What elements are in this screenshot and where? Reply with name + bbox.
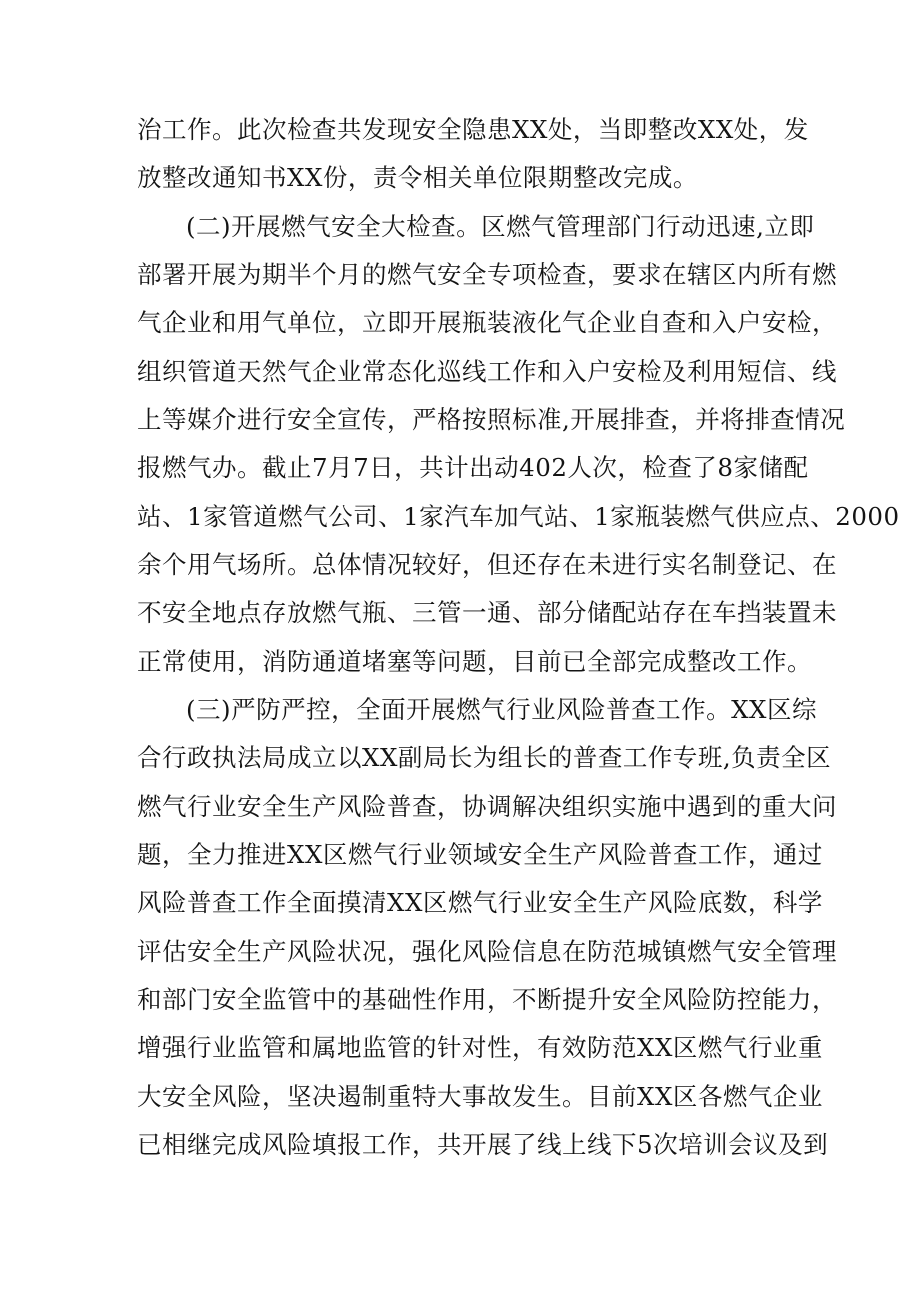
text-line: 余个用气场所。总体情况较好，但还存在未进行实名制登记、在 [137,550,837,579]
text-line: 气企业和用气单位，立即开展瓶装液化气企业自查和入户安检， [137,308,837,337]
text-line: 题，全力推进XX区燃气行业领域安全生产风险普查工作，通过 [137,840,823,869]
text-line: 报燃气办。截止7月7日，共计出动402人次，检查了8家储配 [137,453,809,482]
text-line: 正常使用，消防通道堵塞等问题，目前已全部完成整改工作。 [137,647,812,676]
text-line: 组织管道天然气企业常态化巡线工作和入户安检及利用短信、线 [137,357,837,386]
text-line: 放整改通知书XX份，责令相关单位限期整改完成。 [137,163,698,192]
text-line: 站、1家管道燃气公司、1家汽车加气站、1家瓶装燃气供应点、2000 [137,502,900,531]
text-line: 治工作。此次检查共发现安全隐患XX处，当即整改XX处，发 [137,115,809,144]
text-line: 已相继完成风险填报工作，共开展了线上线下5次培训会议及到 [137,1130,829,1159]
paragraph-heading-line: (二)开展燃气安全大检查。区燃气管理部门行动迅速,立即 [186,212,815,241]
text-line: 部署开展为期半个月的燃气安全专项检查，要求在辖区内所有燃 [137,260,837,289]
text-line: 和部门安全监管中的基础性作用，不断提升安全风险防控能力， [137,985,837,1014]
text-line: 合行政执法局成立以XX副局长为组长的普查工作专班,负责全区 [137,743,832,772]
paragraph-heading-line: (三)严防严控，全面开展燃气行业风险普查工作。XX区综 [186,695,817,724]
text-line: 增强行业监管和属地监管的针对性，有效防范XX区燃气行业重 [137,1033,823,1062]
text-line: 燃气行业安全生产风险普查，协调解决组织实施中遇到的重大问 [137,792,837,821]
text-line: 不安全地点存放燃气瓶、三管一通、部分储配站存在车挡装置未 [137,598,837,627]
text-line: 上等媒介进行安全宣传，严格按照标准,开展排查，并将排查情况 [137,405,846,434]
text-line: 风险普查工作全面摸清XX区燃气行业安全生产风险底数，科学 [137,888,823,917]
text-line: 评估安全生产风险状况，强化风险信息在防范城镇燃气安全管理 [137,937,837,966]
text-line: 大安全风险，坚决遏制重特大事故发生。目前XX区各燃气企业 [137,1082,823,1111]
